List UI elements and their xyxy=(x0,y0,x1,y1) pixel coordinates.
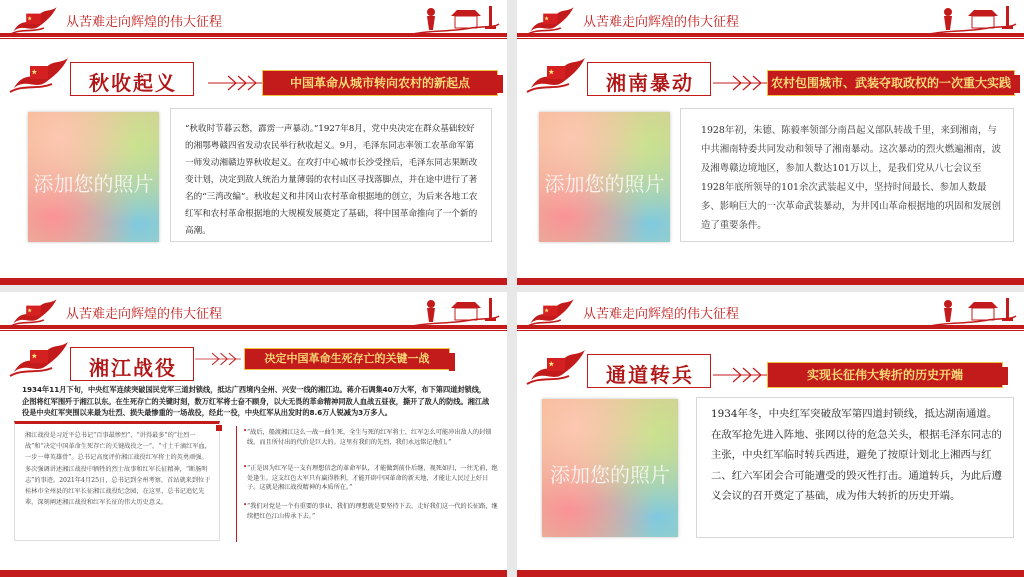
photo-placeholder[interactable] xyxy=(542,399,678,537)
subtitle-banner xyxy=(262,70,498,96)
title-flag-icon xyxy=(8,338,74,378)
title-box xyxy=(70,347,194,381)
arrow-decoration-icon xyxy=(713,362,767,388)
red-flag-icon xyxy=(8,4,62,36)
quote-item xyxy=(243,427,498,447)
title-box xyxy=(587,354,711,388)
header-divider xyxy=(517,33,1024,37)
subtitle-banner xyxy=(244,348,450,370)
header-title: 从苦难走向辉煌的伟大征程 xyxy=(66,15,223,30)
title-box xyxy=(70,62,194,96)
red-flag-icon xyxy=(525,296,579,328)
slide-subtitle: 农村包围城市、武装夺取政权的一次重大实践 xyxy=(770,76,1011,90)
photo-placeholder-label: 添加您的照片 xyxy=(544,172,665,196)
header-title: 从苦难走向辉煌的伟大征程 xyxy=(66,307,223,322)
slide-title: 通道转兵 xyxy=(606,363,694,387)
quote-text: “正是因为红军是一支有理想信念的革命军队，才能做到前仆后继，视死如归，一往无前，绝处逢生。这支红色大军只有赢得胜利，才能开辟中国革命的新天地，才能让人民过上好日子。这就是湘江战役精神的本质所在。” xyxy=(247,465,498,491)
slide-header xyxy=(0,0,507,40)
card-corner-accent xyxy=(216,425,222,431)
title-box xyxy=(587,62,711,96)
bottom-bar xyxy=(517,570,1024,577)
photo-placeholder[interactable] xyxy=(539,112,670,242)
bullet-icon: • xyxy=(243,463,248,471)
slide-header xyxy=(517,0,1024,40)
bullet-icon: • xyxy=(243,427,248,435)
tiananmen-icon xyxy=(411,296,501,328)
photo-placeholder-label: 添加您的照片 xyxy=(33,172,154,196)
header-divider-thin xyxy=(0,38,507,39)
title-flag-icon xyxy=(525,54,591,94)
body-text: 1934年冬，中央红军突破敌军第四道封锁线，抵达湖南通道。在敌军抢先进入阵地、张网以待的危急关头，根据毛泽东同志的主张，中央红军临时转兵西进，避免了按原计划北上湘西与红二、红六军团会合可能遭受的毁灭性打击。通道转兵，为此后遵义会议的召开奠定了基础，成为伟大转折的历史开端。 xyxy=(711,408,1002,502)
body-card xyxy=(696,397,1014,538)
header-divider-thin xyxy=(0,330,507,331)
body-card xyxy=(680,108,1014,242)
arrow-decoration-icon xyxy=(208,70,262,96)
slide-1[interactable] xyxy=(0,0,507,285)
quote-text: “战后，船渡湘江这么一战一曲生死，全生与死的红军将士，红军怎么可能冲出敌人的封锁线，而且所付出的代价是巨大的。这里有我们的先烈，我们永远铭记他们。” xyxy=(247,429,492,446)
header-divider-thin xyxy=(517,38,1024,39)
body-text: 1928年初，朱德、陈毅率领部分南昌起义部队转战千里，来到湘南，与中共湘南特委共同发动和领导了湘南暴动。这次暴动的烈火燃遍湘南，波及湘粤赣边境地区，参加人数达101万以上，是我们党从八七会议至1928年底所领导的101余次武装起义中，坚持时间最长、参加人数最多、影响巨大的一次革命武装暴动，为井冈山革命根据地的巩固和发展创造了重要条件。 xyxy=(701,125,1002,231)
tiananmen-icon xyxy=(411,4,501,36)
body-text: “秋收时节暮云愁，霹雳一声暴动。”1927年8月，党中央决定在群众基础较好的湘鄂粤赣四省发动农民举行秋收起义。9月，毛泽东同志率领工农革命军第一师发动湘赣边界秋收起义。在攻打中心城市长沙受挫后，毛泽东同志果断改变计划，决定到敌人统治力量薄弱的农村山区寻找落脚点，并在途中进行了著名的“三湾改编”。秋收起义和井冈山农村革命根据地的创立，为后来各地工农红军和农村革命根据地的大规模发展奠定了基础，将中国革命推向了一个新的高潮。 xyxy=(185,124,478,236)
tiananmen-icon xyxy=(928,296,1018,328)
header-title: 从苦难走向辉煌的伟大征程 xyxy=(583,15,740,30)
arrow-decoration-icon xyxy=(192,348,244,370)
subtitle-banner xyxy=(767,70,1015,96)
photo-placeholder[interactable] xyxy=(28,112,159,242)
slide-header xyxy=(0,292,507,332)
slide-subtitle: 实现长征伟大转折的历史开端 xyxy=(806,368,963,382)
header-divider xyxy=(0,33,507,37)
slide-title: 湘南暴动 xyxy=(606,71,694,95)
tiananmen-icon xyxy=(928,4,1018,36)
quote-item xyxy=(243,501,498,521)
bottom-bar xyxy=(0,570,507,577)
left-card xyxy=(14,421,220,541)
bottom-bar xyxy=(517,278,1024,285)
quote-item xyxy=(243,463,498,493)
header-divider xyxy=(0,325,507,329)
bottom-bar xyxy=(0,278,507,285)
slide-subtitle: 决定中国革命生死存亡的关键一战 xyxy=(264,352,430,365)
intro-text: 1934年11月下旬，中央红军连续突破国民党军三道封锁线，抵达广西境内全州、兴安一线的湘江边。蒋介石调集40万大军，布下第四道封锁线，企图将红军围歼于湘江以东。在生死存亡的关键时刻，数万红军将士奋不顾身，以大无畏的革命精神同敌人血战五昼夜，撕开了敌人的防线。湘江战役是中央红军突围以来最为壮烈、损失最惨重的一场战役，经此一役，中央红军从出发时的8.6万人锐减为3万多人。 xyxy=(22,385,490,417)
header-divider-thin xyxy=(517,330,1024,331)
slide-subtitle: 中国革命从城市转向农村的新起点 xyxy=(289,76,470,90)
title-flag-icon xyxy=(8,54,74,94)
red-flag-icon xyxy=(525,4,579,36)
slide-2[interactable] xyxy=(517,0,1024,285)
subtitle-banner xyxy=(767,362,1003,388)
slide-3[interactable] xyxy=(0,292,507,577)
title-flag-icon xyxy=(525,346,591,386)
slide-header xyxy=(517,292,1024,332)
slide-4[interactable] xyxy=(517,292,1024,577)
arrow-decoration-icon xyxy=(713,70,767,96)
header-divider xyxy=(517,325,1024,329)
header-title: 从苦难走向辉煌的伟大征程 xyxy=(583,307,740,322)
slide-title: 湘江战役 xyxy=(89,356,177,380)
photo-placeholder-label: 添加您的照片 xyxy=(550,463,670,487)
slide-title: 秋收起义 xyxy=(89,71,177,95)
left-card-text: 湘江战役是习近平总书记“百事最惨烈”、“讲得最多”的“壮烈一战”和“决定中国革命生死存亡的关键战役之一”。“寸土千滴红军血，一步一尊英雄骨”。总书记高度评价湘江战役红军将士的英勇顽强。多次强调讲述湘江战役中牺牲的烈士故事和红军长征精神，“断肠明志”的事迹。2021年4月25日，总书记到全州考察，首站就来到位于桂林市全州县的红军长征湘江战役纪念园，在这里，总书记追忆先辈，深刻阐述湘江战役和红军长征的伟大历史意义。 xyxy=(25,432,211,507)
quotes-column xyxy=(236,426,498,542)
body-card xyxy=(170,108,492,242)
quote-text: “我们对党是一个有重要的事业，我们的理想就是要坚持下去，走好我们这一代的长征路，继续把红色江山传承下去。” xyxy=(247,503,498,520)
bullet-icon: • xyxy=(243,501,248,509)
red-flag-icon xyxy=(8,296,62,328)
